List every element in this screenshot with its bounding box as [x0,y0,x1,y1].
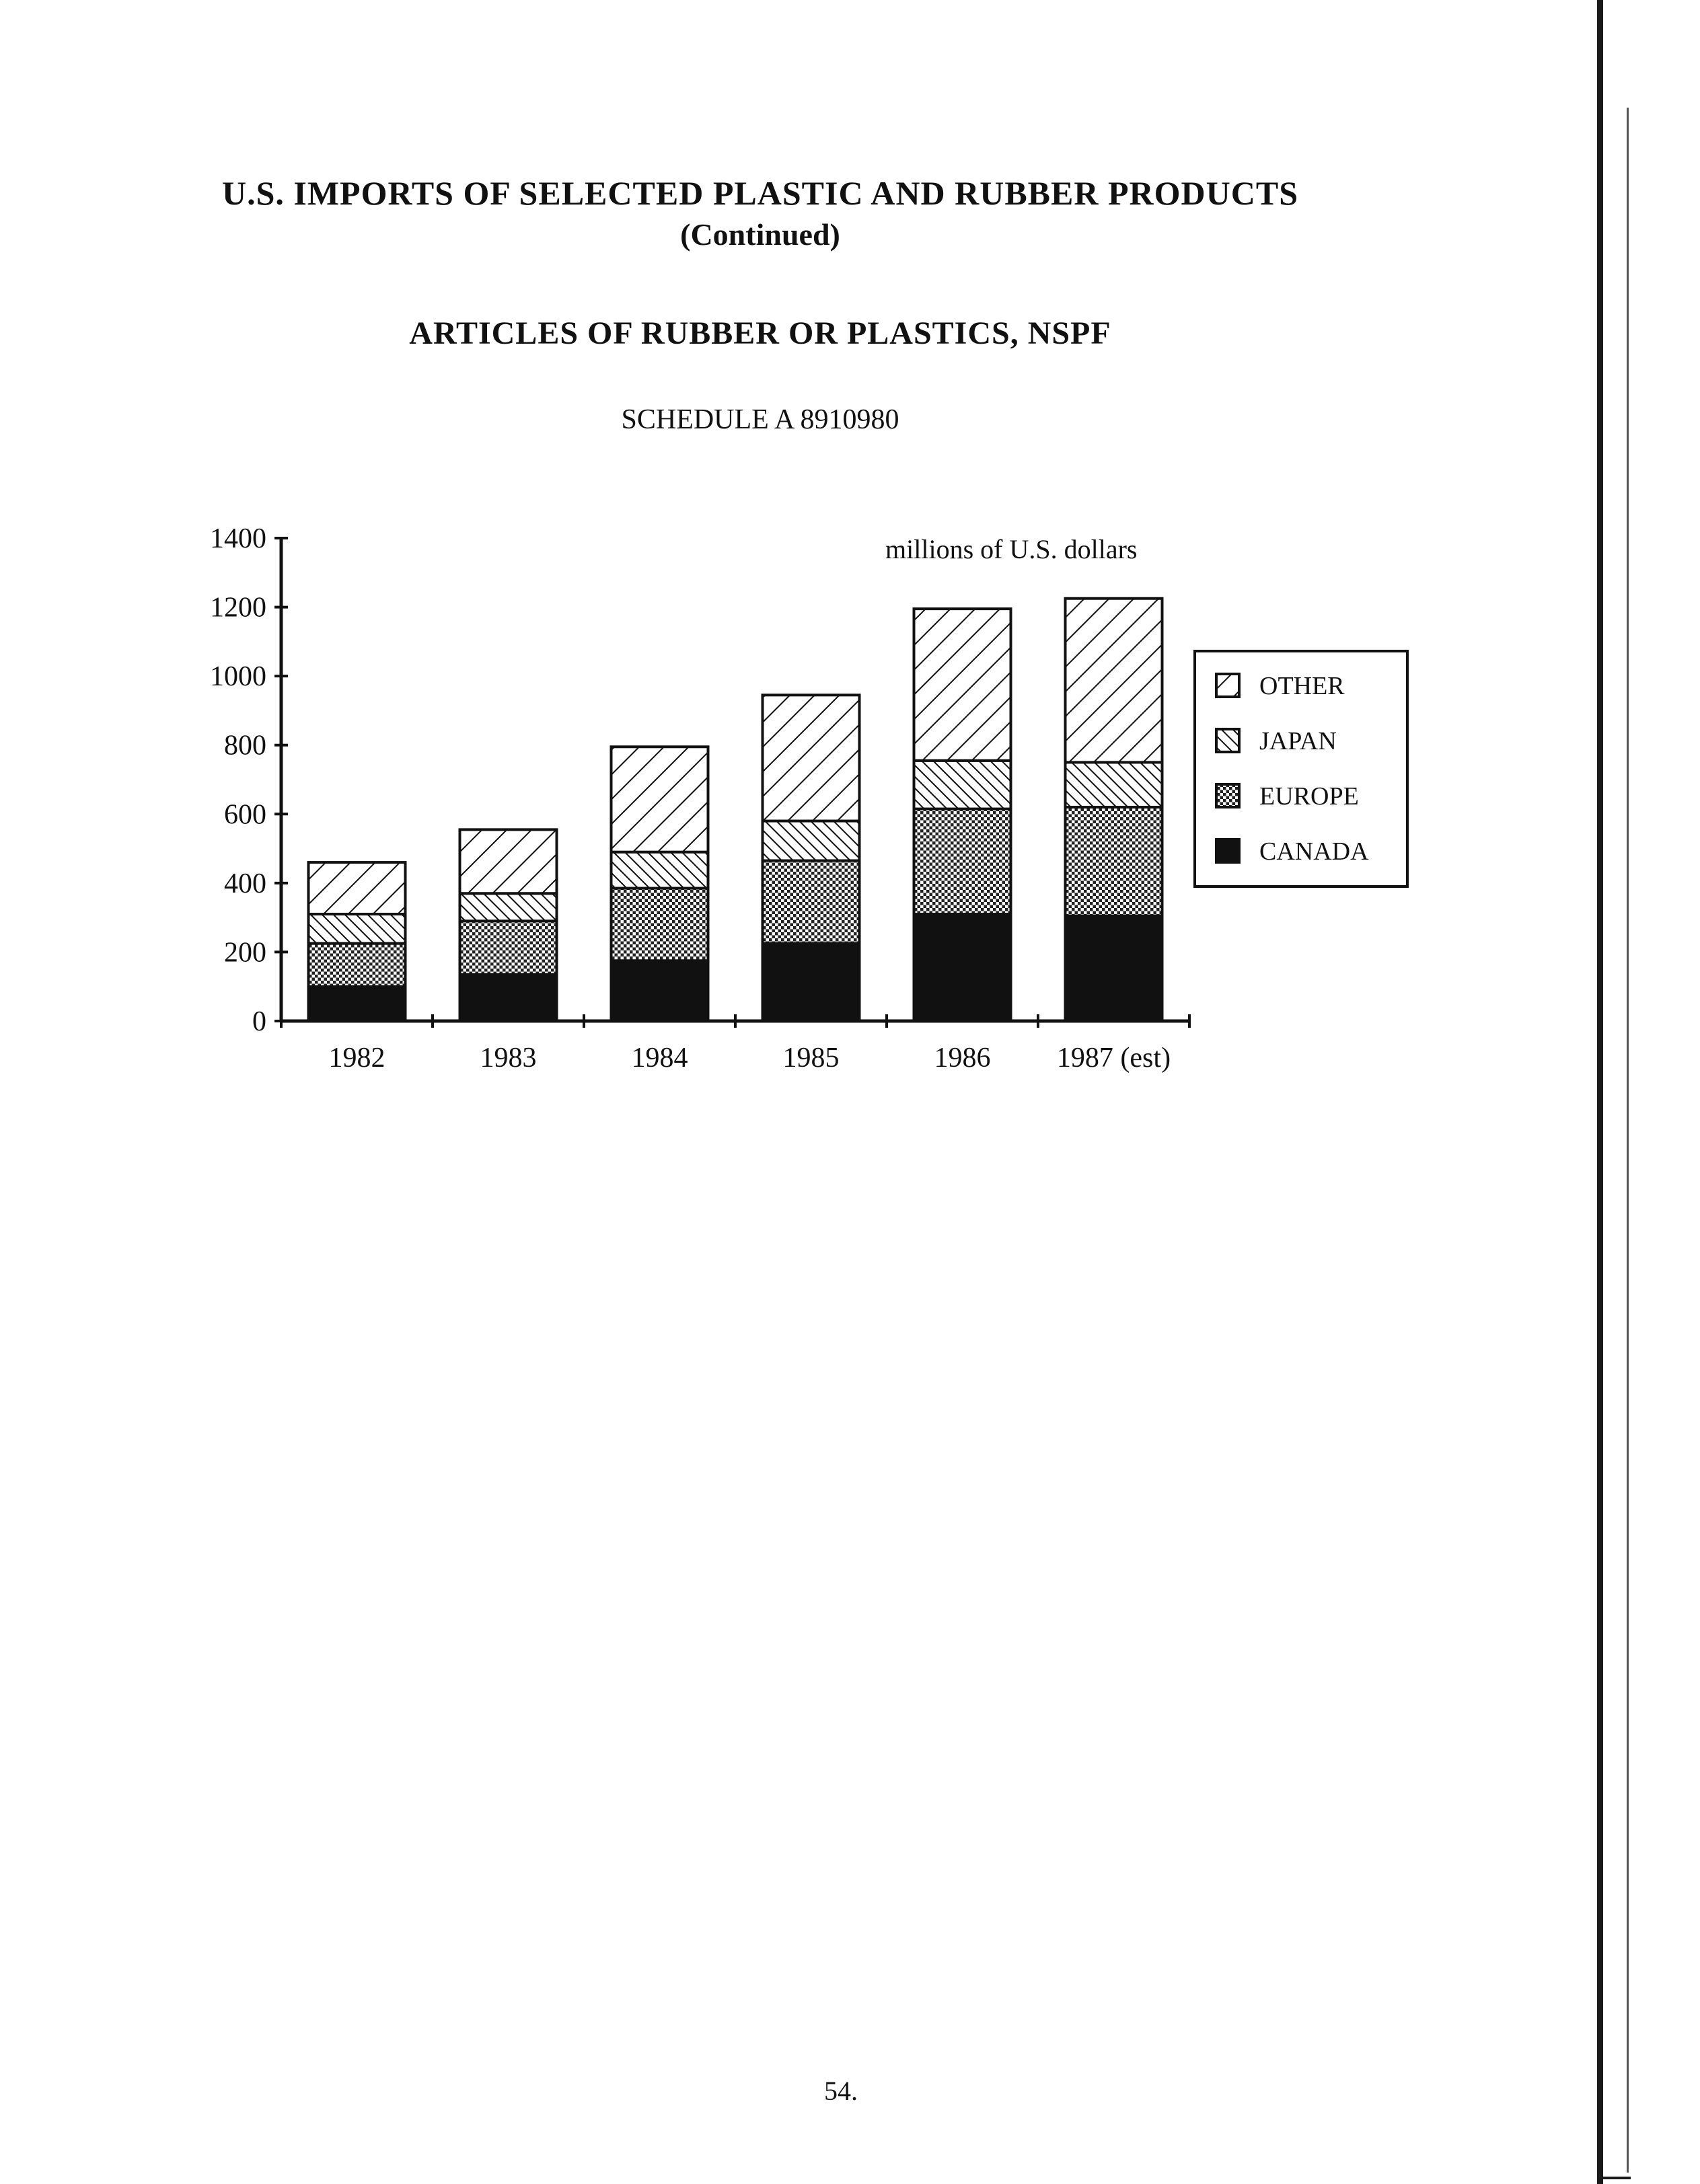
x-tick-label: 1987 (est) [1056,1043,1171,1074]
bar-segment-canada [763,944,860,1021]
page-edge-rule-foot [1597,2177,1631,2179]
y-tick-label: 200 [224,937,266,969]
page-subtitle: (Continued) [680,217,840,252]
y-tick-label: 1200 [210,592,266,624]
bar-segment-europe [763,861,860,944]
page-number: 54. [824,2076,858,2106]
x-tick-label: 1982 [328,1043,385,1074]
legend-label-japan: JAPAN [1259,727,1337,755]
bar-segment-japan [914,761,1011,809]
bar-segment-japan [1066,762,1162,807]
legend-label-other: OTHER [1259,672,1345,700]
x-tick-label: 1983 [480,1043,537,1074]
bar-segment-other [460,829,557,893]
chart-title: ARTICLES OF RUBBER OR PLASTICS, NSPF [409,315,1111,351]
chart-subtitle: SCHEDULE A 8910980 [621,404,899,435]
bar-segment-canada [612,961,708,1021]
bar-segment-other [914,609,1011,761]
legend-label-canada: CANADA [1259,837,1369,866]
bar-segment-canada [460,975,557,1021]
page-title: U.S. IMPORTS OF SELECTED PLASTIC AND RUBBER PRODUCTS [221,174,1299,212]
bar-segment-europe [309,944,406,987]
legend-swatch-europe [1216,784,1239,807]
y-tick-label: 800 [224,730,266,761]
legend-label-europe: EUROPE [1259,782,1359,811]
x-tick-label: 1985 [782,1043,840,1074]
bar-segment-japan [763,821,860,861]
y-tick-label: 0 [252,1006,266,1037]
bar-segment-other [309,862,406,914]
y-tick-label: 1000 [210,661,266,693]
page-edge-rule-thin [1627,108,1629,2173]
page-edge-rule [1597,0,1603,2184]
bar-segment-europe [612,889,708,961]
bar-segment-canada [309,987,406,1021]
y-tick-label: 600 [224,799,266,831]
unit-label: millions of U.S. dollars [885,534,1138,564]
chart-axes [274,538,1189,1028]
bar-segment-europe [1066,807,1162,916]
bar-segment-canada [1066,916,1162,1021]
bar-segment-europe [460,921,557,974]
legend-swatch-other [1216,674,1239,697]
chart-bars [309,599,1162,1021]
bar-segment-canada [914,914,1011,1021]
x-tick-label: 1986 [934,1043,991,1074]
y-tick-label: 1400 [210,523,266,554]
y-tick-label: 400 [224,868,266,899]
bar-segment-other [612,747,708,852]
legend-swatch-japan [1216,729,1239,752]
legend-swatch-canada [1216,839,1239,862]
bar-segment-japan [309,914,406,944]
legend [1195,651,1407,887]
bar-segment-japan [612,852,708,889]
bar-segment-other [1066,599,1162,763]
bar-segment-other [763,695,860,821]
bar-segment-europe [914,809,1011,914]
x-tick-label: 1984 [631,1043,688,1074]
bar-segment-japan [460,893,557,921]
